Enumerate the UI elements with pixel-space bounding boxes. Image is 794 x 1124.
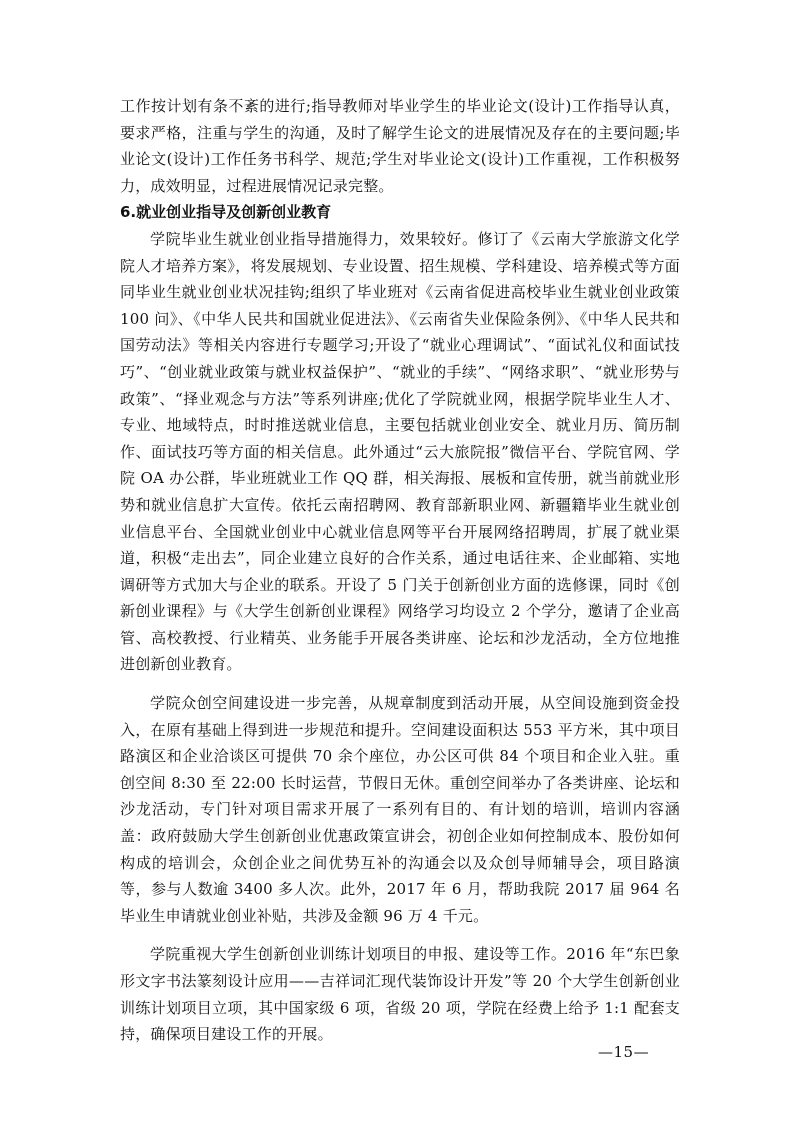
document-body <box>120 93 680 1048</box>
section-heading: 6.就业创业指导及创新创业教育 <box>120 203 332 222</box>
paragraph-continued: 工作按计划有条不紊的进行;指导教师对毕业学生的毕业论文(设计)工作指导认真，要求严格，注重与学生的沟通，及时了解学生论文的进展情况及存在的主要问题;毕业论文(设计)工作任务书科学、规范;学生对毕业论文(设计)工作重视，工作积极努力，成效明显，过程进展情况记录完整。 <box>120 97 680 195</box>
page-number: —15— <box>598 1043 650 1061</box>
paragraph-innovation-projects: 学院重视大学生创新创业训练计划项目的申报、建设等工作。2016 年“东巴象形文字书法篆刻设计应用——吉祥词汇现代装饰设计开发”等 20 个大学生创新创业训练计划项目立项，其中国家级 6 项，省级 20 项，学院在经费上给予 1:1 配套支持，确保项目建设工作的开展。 <box>120 945 680 1044</box>
paragraph-maker-space: 学院众创空间建设进一步完善，从规章制度到活动开展，从空间设施到资金投入，在原有基础上得到进一步规范和提升。空间建设面积达 553 平方米，其中项目路演区和企业洽谈区可提供 70 余个座位，办公区可供 84 个项目和企业入驻。重创空间 8:30 至 22:00 长时运营，节假日无休。重创空间举办了各类讲座、论坛和沙龙活动，专门针对项目需求开展了一系列有目的、有计划的培训，培训内容涵盖：政府鼓励大学生创新创业优惠政策宣讲会，初创企业如何控制成本、股份如何构成的培训会，众创企业之间优势互补的沟通会以及众创导师辅导会，项目路演等，参与人数逾 3400 多人次。此外，2017 年 6 月，帮助我院 2017 届 964 名毕业生申请就业创业补贴，共涉及金额 96 万 4 千元。 <box>120 694 680 925</box>
paragraph-employment-guidance: 学院毕业生就业创业指导措施得力，效果较好。修订了《云南大学旅游文化学院人才培养方案》，将发展规划、专业设置、招生规模、学科建设、培养模式等方面同毕业生就业创业状况挂钩;组织了毕业班对《云南省促进高校毕业生就业创业政策 100 问》、《中华人民共和国就业促进法》、《云南省失业保险条例》、《中华人民共和国劳动法》等相关内容进行专题学习;开设了“就业心理调试”、“面试礼仪和面试技巧”、“创业就业政策与就业权益保护”、“就业的手续”、“网络求职”、“就业形势与政策”、“择业观念与方法”等系列讲座;优化了学院就业网，根据学院毕业生人才、专业、地域特点，时时推送就业信息，主要包括就业创业安全、就业月历、简历制作、面试技巧等方面的相关信息。此外通过“云大旅院报”微信平台、学院官网、学院 OA 办公群，毕业班就业工作 QQ 群，相关海报、展板和宣传册，就当前就业形势和就业信息扩大宣传。依托云南招聘网、教育部新职业网、新疆籍毕业生就业创业信息平台、全国就业创业中心就业信息网等平台开展网络招聘周，扩展了就业渠道，积极“走出去”，同企业建立良好的合作关系，通过电话往来、企业邮箱、实地调研等方式加大与企业的联系。开设了 5 门关于创新创业方面的选修课，同时《创新创业课程》与《大学生创新创业课程》网络学习均设立 2 个学分，邀请了企业高管、高校教授、行业精英、业务能手开展各类讲座、论坛和沙龙活动，全方位地推进创新创业教育。 <box>120 229 680 674</box>
